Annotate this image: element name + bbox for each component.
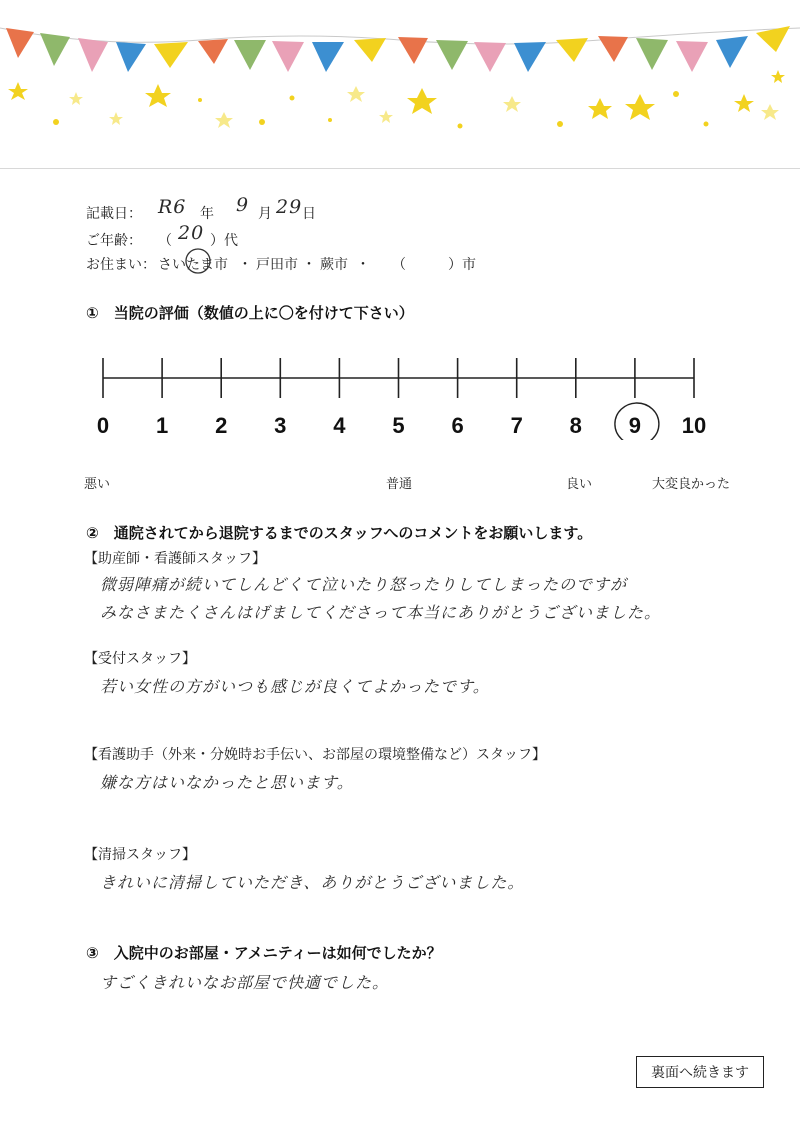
scale-label-3: 3 (274, 413, 287, 438)
age-suffix: ）代 (210, 233, 238, 249)
age-open-paren: （ (158, 233, 172, 249)
residence-label: お住まい： (86, 257, 156, 273)
scale-label-7: 7 (510, 413, 523, 438)
comment-reception: 若い女性の方がいつも感じが良くてよかったです。 (100, 677, 490, 696)
comment-nurse-line2: みなさまたくさんはげましてくださって本当にありがとうございました。 (100, 603, 662, 622)
date-era-handwritten: R6 (158, 196, 187, 218)
comment-cleaning: きれいに清掃していただき、ありがとうございました。 (100, 873, 525, 892)
residence-option-toda: 戸田市 (256, 257, 298, 273)
residence-other-close: ）市 (448, 257, 476, 273)
scale-label-8: 8 (569, 413, 582, 438)
scale-label-4: 4 (333, 413, 346, 438)
anchor-good: 良い (566, 477, 593, 492)
flag-row (6, 26, 790, 72)
scale-label-1: 1 (155, 413, 169, 438)
anchor-bad: 悪い (84, 477, 111, 492)
month-handwritten: 9 (236, 194, 250, 216)
year-label: 年 (200, 206, 214, 222)
room-comment: すごくきれいなお部屋で快適でした。 (100, 973, 390, 992)
anchor-normal: 普通 (386, 477, 413, 492)
scale-label-9: 9 (628, 413, 642, 438)
continue-on-back-box: 裏面へ続きます (636, 1056, 764, 1088)
bunting-banner (0, 0, 800, 165)
day-label: 日 (302, 206, 316, 222)
scale-label-2: 2 (215, 413, 228, 438)
category-label-assistant: 【看護助手（外来・分娩時お手伝い、お部屋の環境整備など）スタッフ】 (84, 747, 546, 763)
date-label: 記載日： (86, 206, 142, 222)
section2-title: ② 通院されてから退院するまでのスタッフへのコメントをお願いします。 (86, 524, 593, 542)
rating-scale (0, 340, 800, 440)
residence-other-open: （ (392, 257, 406, 273)
banner-divider (0, 168, 800, 169)
day-handwritten: 29 (276, 196, 303, 218)
scale-label-10: 10 (681, 413, 707, 438)
age-label: ご年齢： (86, 233, 142, 249)
scale-label-0: 0 (96, 413, 110, 438)
month-label: 月 (258, 206, 272, 222)
residence-separator: ・ (356, 257, 370, 273)
category-label-cleaning: 【清掃スタッフ】 (84, 847, 196, 863)
comment-assistant: 嫌な方はいなかったと思います。 (100, 773, 354, 792)
category-label-nurse: 【助産師・看護師スタッフ】 (84, 551, 266, 567)
residence-option-saitama: さいたま市 (158, 257, 228, 273)
age-handwritten: 20 (178, 222, 205, 244)
section1-title: ① 当院の評価（数値の上に〇を付けて下さい） (86, 304, 414, 322)
residence-circle-mark (183, 246, 213, 276)
scale-label-5: 5 (392, 413, 405, 438)
residence-separator: ・ (302, 257, 316, 273)
residence-option-warabi: 蕨市 (320, 257, 348, 273)
category-label-reception: 【受付スタッフ】 (84, 651, 196, 667)
comment-nurse-line1: 微弱陣痛が続いてしんどくて泣いたり怒ったりしてしまったのですが (100, 575, 628, 594)
residence-separator: ・ (238, 257, 252, 273)
star-field (8, 70, 785, 120)
scale-label-6: 6 (451, 413, 464, 438)
section3-title: ③ 入院中のお部屋・アメニティーは如何でしたか？ (86, 944, 442, 962)
anchor-very-good: 大変良かった (652, 477, 731, 492)
